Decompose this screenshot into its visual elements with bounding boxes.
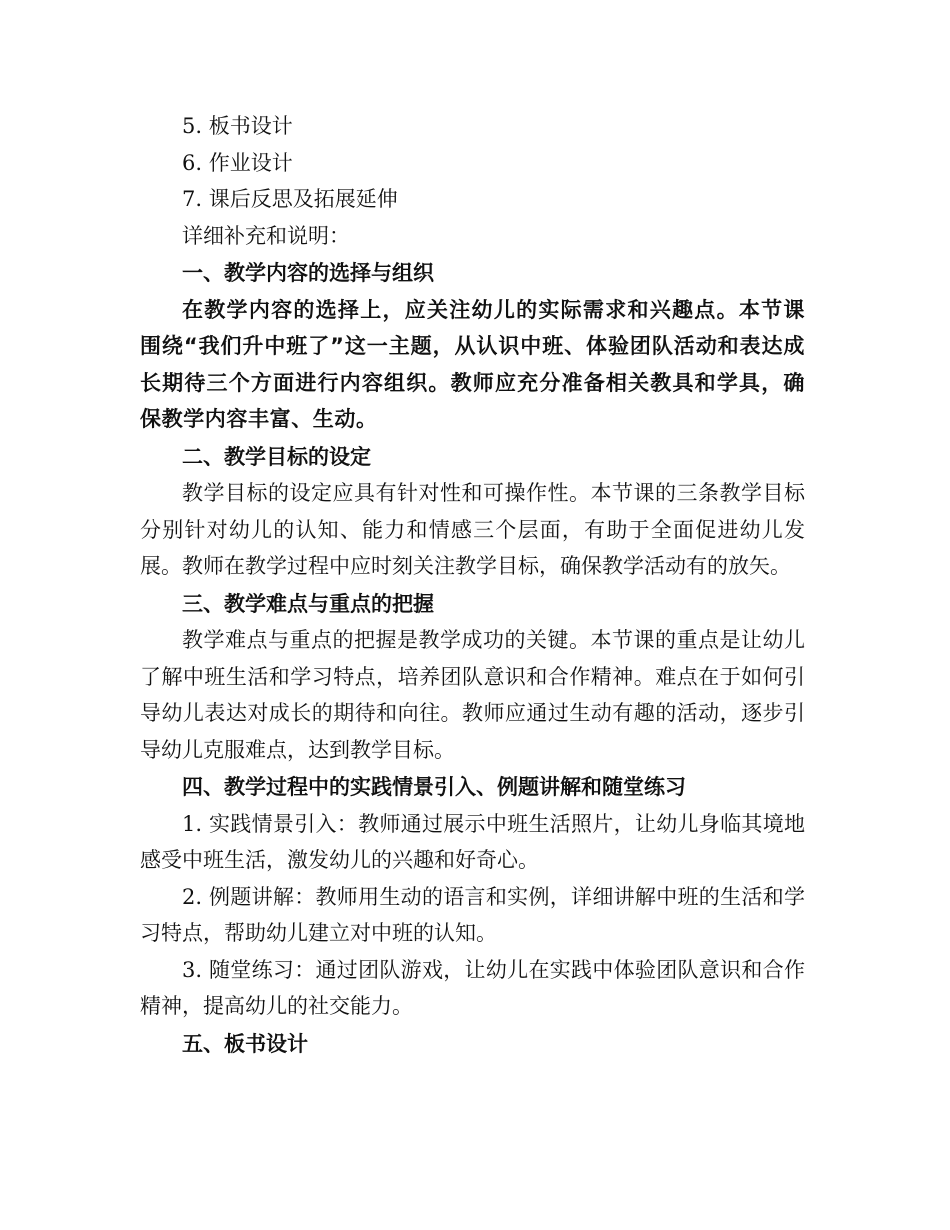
outline-item-7: 7. 课后反思及拓展延伸 — [182, 187, 398, 211]
intro-text: 详细补充和说明： — [182, 223, 350, 248]
section-4-item-1: 1. 实践情景引入：教师通过展示中班生活照片，让幼儿身临其境地感受中班生活，激发幼儿的兴趣和好奇心。 — [140, 811, 805, 872]
outline-item-6: 6. 作业设计 — [182, 150, 293, 175]
section-3-body: 教学难点与重点的把握是教学成功的关键。本节课的重点是让幼儿了解中班生活和学习特点，培养团队意识和合作精神。难点在于如何引导幼儿表达对成长的期待和向往。教师应通过生动有趣的活动，逐步引导幼儿克服难点，达到教学目标。 — [140, 628, 805, 762]
section-5-heading: 五、板书设计 — [182, 1031, 308, 1056]
section-3-heading: 三、教学难点与重点的把握 — [182, 591, 434, 616]
section-2-heading: 二、教学目标的设定 — [182, 444, 371, 469]
section-1-heading: 一、教学内容的选择与组织 — [182, 261, 434, 285]
section-4-heading: 四、教学过程中的实践情景引入、例题讲解和随堂练习 — [182, 775, 686, 799]
section-1-body: 在教学内容的选择上，应关注幼儿的实际需求和兴趣点。本节课围绕“我们升中班了”这一主题，从认识中班、体验团队活动和表达成长期待三个方面进行内容组织。教师应充分准备相关教具和学具，确保教学内容丰富、生动。 — [140, 297, 805, 431]
outline-item-5: 5. 板书设计 — [182, 114, 293, 138]
section-2-body: 教学目标的设定应具有针对性和可操作性。本节课的三条教学目标分别针对幼儿的认知、能力和情感三个层面，有助于全面促进幼儿发展。教师在教学过程中应时刻关注教学目标，确保教学活动有的放矢。 — [140, 481, 805, 578]
section-4-item-3: 3. 随堂练习：通过团队游戏，让幼儿在实践中体验团队意识和合作精神，提高幼儿的社交能力。 — [140, 957, 805, 1018]
document-body — [140, 108, 805, 1062]
section-4-item-2: 2. 例题讲解：教师用生动的语言和实例，详细讲解中班的生活和学习特点，帮助幼儿建立对中班的认知。 — [140, 884, 805, 945]
